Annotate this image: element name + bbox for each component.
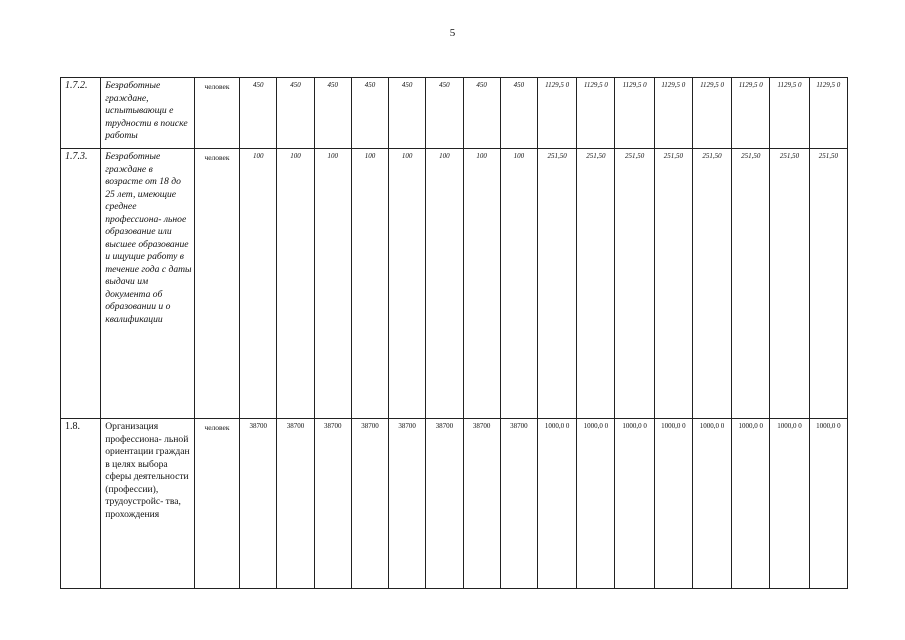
value-cell: 251,50 bbox=[577, 149, 615, 419]
value-cell: 1129,5 0 bbox=[770, 78, 809, 149]
value-cell: 450 bbox=[277, 78, 314, 149]
value-cell: 1000,0 0 bbox=[615, 419, 654, 589]
value-cell: 251,50 bbox=[692, 149, 731, 419]
value-cell: 100 bbox=[463, 149, 500, 419]
value-cell: 38700 bbox=[500, 419, 537, 589]
page-number: 5 bbox=[449, 27, 456, 39]
value-cell: 1000,0 0 bbox=[770, 419, 809, 589]
value-cell: 100 bbox=[240, 149, 277, 419]
value-cell: 450 bbox=[351, 78, 388, 149]
value-cell: 1129,5 0 bbox=[809, 78, 847, 149]
value-cell: 38700 bbox=[351, 419, 388, 589]
table-row bbox=[61, 149, 848, 419]
value-cell: 1129,5 0 bbox=[615, 78, 654, 149]
value-cell: 251,50 bbox=[654, 149, 692, 419]
row-number: 1.7.3. bbox=[61, 149, 101, 419]
value-cell: 38700 bbox=[389, 419, 426, 589]
value-cell: 1129,5 0 bbox=[732, 78, 770, 149]
value-cell: 100 bbox=[277, 149, 314, 419]
value-cell: 1129,5 0 bbox=[654, 78, 692, 149]
value-cell: 100 bbox=[500, 149, 537, 419]
row-unit: человек bbox=[194, 149, 239, 419]
table-row bbox=[61, 419, 848, 589]
value-cell: 1129,5 0 bbox=[538, 78, 577, 149]
value-cell: 1000,0 0 bbox=[577, 419, 615, 589]
value-cell: 251,50 bbox=[732, 149, 770, 419]
row-unit: человек bbox=[194, 78, 239, 149]
row-description: Организация профессиона- льной ориентации граждан в целях выбора сферы деятельности (профессии), трудоустройс- тва, прохождения bbox=[101, 419, 195, 589]
row-description: Безработные граждане в возрасте от 18 до 25 лет, имеющие среднее профессиона- льное образование или высшее образование и ищущие работу в течение года с даты выдачи им документа об образовании и о квалификации bbox=[101, 149, 195, 419]
value-cell: 38700 bbox=[277, 419, 314, 589]
row-number: 1.8. bbox=[61, 419, 101, 589]
value-cell: 251,50 bbox=[615, 149, 654, 419]
value-cell: 38700 bbox=[426, 419, 463, 589]
value-cell: 450 bbox=[500, 78, 537, 149]
value-cell: 251,50 bbox=[770, 149, 809, 419]
value-cell: 1000,0 0 bbox=[809, 419, 847, 589]
value-cell: 1129,5 0 bbox=[692, 78, 731, 149]
row-unit: человек bbox=[194, 419, 239, 589]
value-cell: 450 bbox=[314, 78, 351, 149]
value-cell: 1000,0 0 bbox=[732, 419, 770, 589]
value-cell: 1129,5 0 bbox=[577, 78, 615, 149]
row-number: 1.7.2. bbox=[61, 78, 101, 149]
value-cell: 1000,0 0 bbox=[538, 419, 577, 589]
value-cell: 251,50 bbox=[538, 149, 577, 419]
value-cell: 450 bbox=[426, 78, 463, 149]
data-table bbox=[60, 77, 848, 589]
value-cell: 1000,0 0 bbox=[654, 419, 692, 589]
value-cell: 450 bbox=[463, 78, 500, 149]
table-row bbox=[61, 78, 848, 149]
value-cell: 38700 bbox=[240, 419, 277, 589]
value-cell: 450 bbox=[389, 78, 426, 149]
value-cell: 100 bbox=[351, 149, 388, 419]
value-cell: 38700 bbox=[314, 419, 351, 589]
value-cell: 38700 bbox=[463, 419, 500, 589]
value-cell: 251,50 bbox=[809, 149, 847, 419]
row-description: Безработные граждане, испытывающи е трудности в поиске работы bbox=[101, 78, 195, 149]
value-cell: 100 bbox=[389, 149, 426, 419]
value-cell: 100 bbox=[426, 149, 463, 419]
value-cell: 100 bbox=[314, 149, 351, 419]
value-cell: 450 bbox=[240, 78, 277, 149]
value-cell: 1000,0 0 bbox=[692, 419, 731, 589]
